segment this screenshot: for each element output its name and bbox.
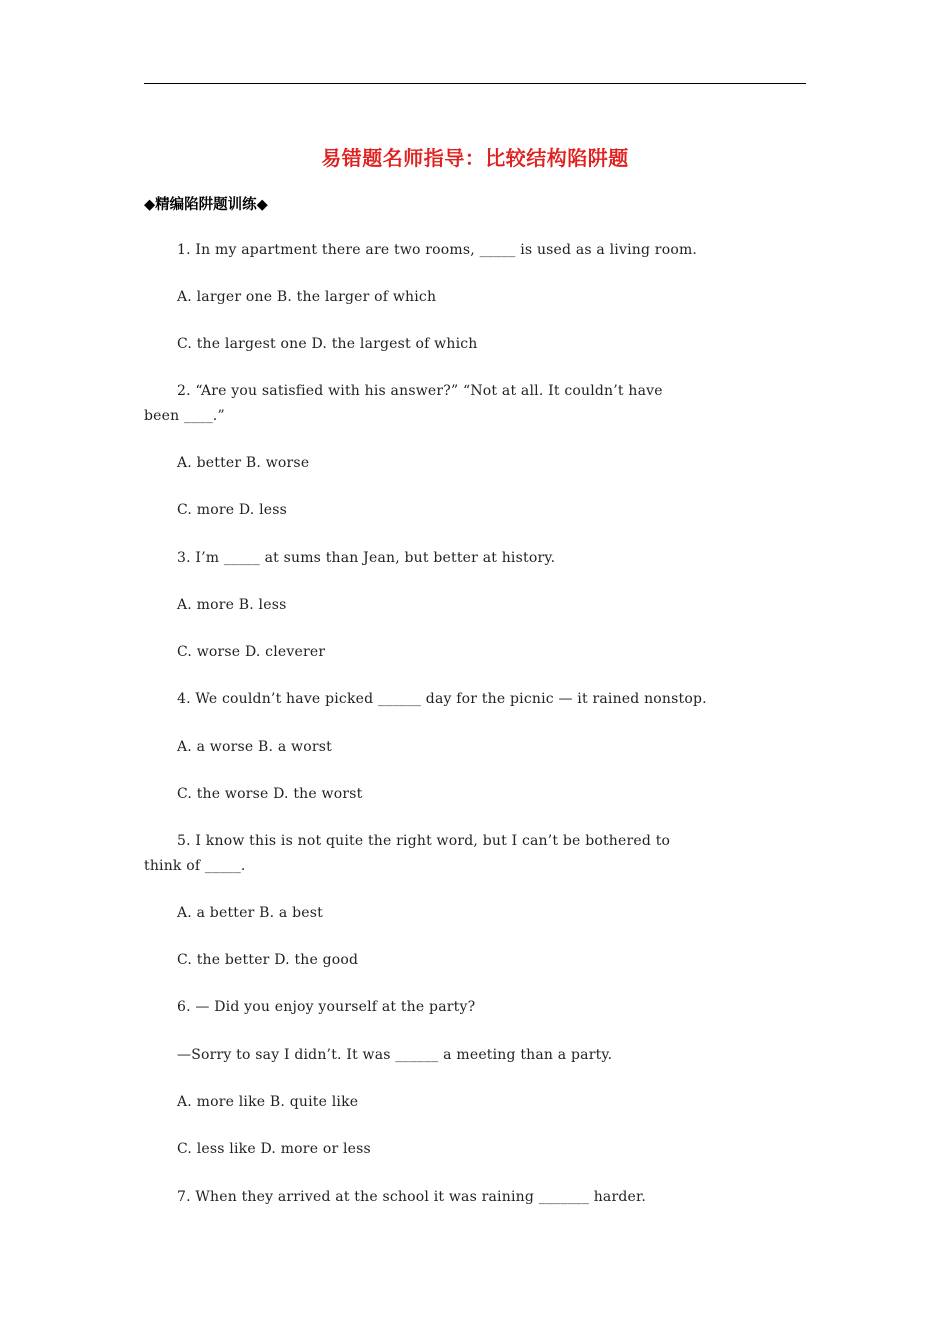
section-heading: ◆精编陷阱题训练◆ — [144, 197, 268, 213]
question-3-options-ab: A. more B. less — [177, 597, 287, 613]
question-6-response: —Sorry to say I didn’t. It was ______ a meeting than a party. — [177, 1047, 613, 1063]
question-6-options-cd: C. less like D. more or less — [177, 1141, 371, 1157]
question-5: 5. I know this is not quite the right word, but I can’t be bothered to — [177, 833, 671, 849]
question-2-continued: been ____.” — [144, 408, 225, 424]
question-4-options-ab: A. a worse B. a worst — [177, 739, 332, 755]
question-3-options-cd: C. worse D. cleverer — [177, 644, 326, 660]
question-5-options-cd: C. the better D. the good — [177, 952, 359, 968]
question-6: 6. — Did you enjoy yourself at the party? — [177, 999, 476, 1015]
question-2: 2. “Are you satisfied with his answer?” “Not at all. It couldn’t have — [177, 383, 663, 399]
question-6-options-ab: A. more like B. quite like — [177, 1094, 359, 1110]
header-rule — [144, 83, 806, 84]
question-1-options-cd: C. the largest one D. the largest of which — [177, 336, 478, 352]
question-2-options-cd: C. more D. less — [177, 502, 288, 518]
question-2-options-ab: A. better B. worse — [177, 455, 310, 471]
question-1-options-ab: A. larger one B. the larger of which — [177, 289, 437, 305]
question-4-options-cd: C. the worse D. the worst — [177, 786, 363, 802]
question-5-continued: think of _____. — [144, 858, 246, 874]
question-3: 3. I’m _____ at sums than Jean, but better at history. — [177, 550, 556, 566]
question-1: 1. In my apartment there are two rooms, _____ is used as a living room. — [177, 242, 698, 258]
question-4: 4. We couldn’t have picked ______ day for the picnic — it rained nonstop. — [177, 691, 707, 707]
question-7: 7. When they arrived at the school it was raining _______ harder. — [177, 1189, 647, 1205]
question-5-options-ab: A. a better B. a best — [177, 905, 323, 921]
page-title: 易错题名师指导：比较结构陷阱题 — [321, 146, 629, 170]
